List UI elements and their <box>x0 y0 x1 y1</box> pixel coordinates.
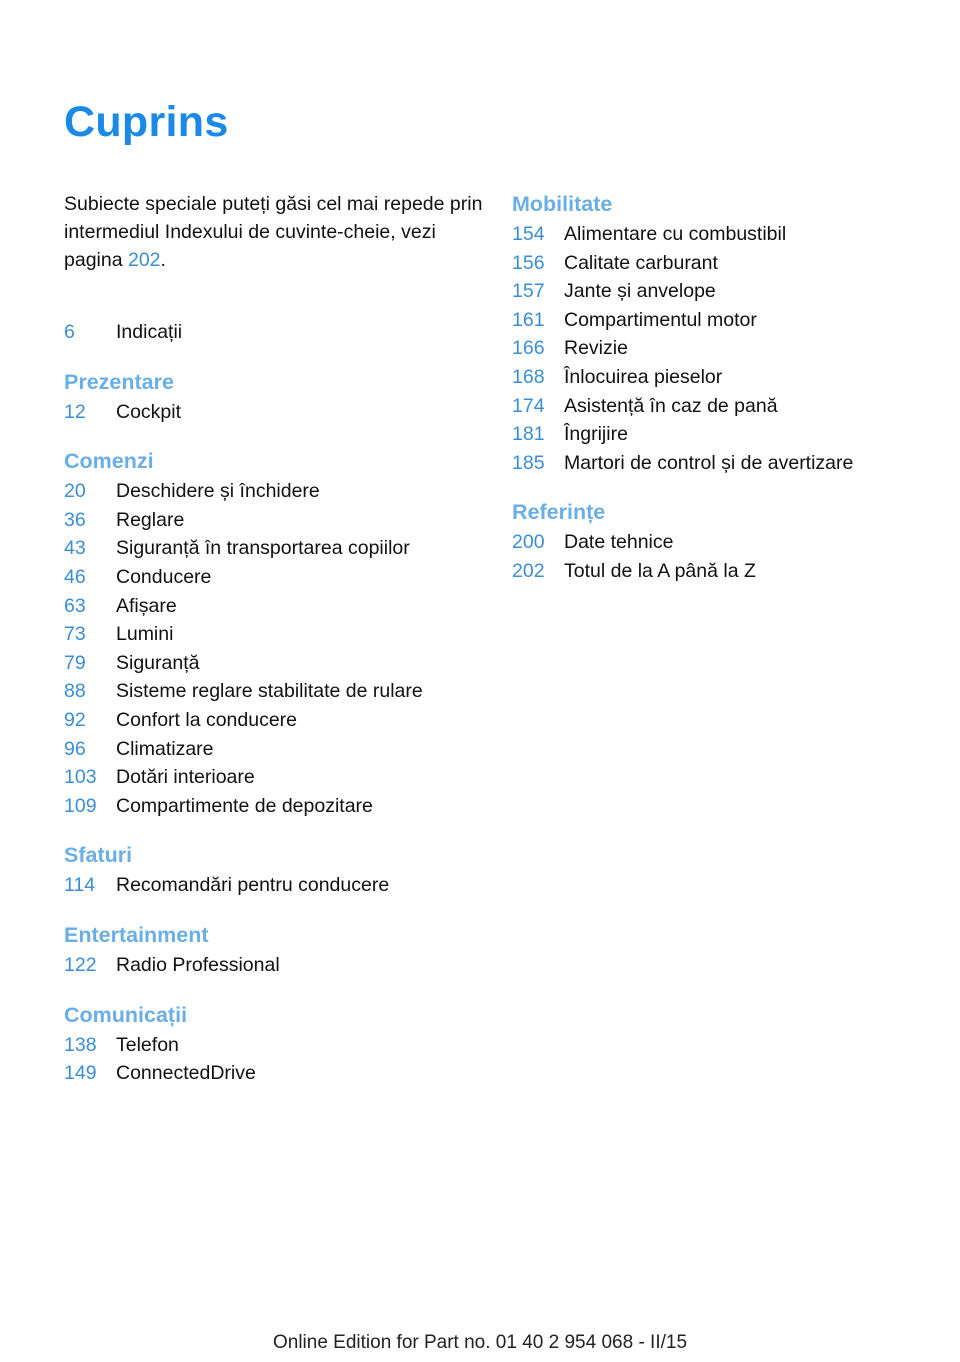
toc-entry[interactable] <box>512 528 932 557</box>
toc-section <box>64 445 484 820</box>
toc-entry[interactable] <box>64 477 484 506</box>
toc-section-standalone <box>64 318 484 347</box>
toc-page-number: 122 <box>64 953 97 976</box>
toc-entry[interactable] <box>64 592 484 621</box>
toc-entry[interactable] <box>512 220 932 249</box>
toc-entry-label: ConnectedDrive <box>116 1062 256 1085</box>
toc-entry[interactable] <box>64 763 484 792</box>
toc-entry-label: Afișare <box>116 594 177 617</box>
toc-section-heading: Comenzi <box>64 449 154 474</box>
toc-entry[interactable] <box>512 249 932 278</box>
toc-entry[interactable] <box>512 306 932 335</box>
toc-entry[interactable] <box>64 506 484 535</box>
intro-text: Subiecte speciale puteți găsi cel mai repede prin intermediul Indexului de cuvinte-cheie, vezi pagina <box>64 193 483 271</box>
toc-entry[interactable] <box>64 318 484 347</box>
toc-page-number: 88 <box>64 680 86 703</box>
toc-entry[interactable] <box>64 1059 484 1088</box>
toc-entry-label: Siguranță <box>116 651 200 674</box>
toc-section-heading: Sfaturi <box>64 843 133 868</box>
toc-entry-label: Înlocuirea pieselor <box>564 365 723 388</box>
toc-entry[interactable] <box>512 392 932 421</box>
toc-entry[interactable] <box>512 363 932 392</box>
toc-entry-label: Asistență în caz de pană <box>564 394 778 417</box>
toc-page-number: 43 <box>64 537 86 560</box>
toc-entry-label: Revizie <box>564 337 628 360</box>
toc-entry-label: Cockpit <box>116 400 182 423</box>
toc-entry[interactable] <box>64 951 484 980</box>
toc-left-column <box>64 318 484 1107</box>
toc-page-number: 202 <box>512 559 545 582</box>
toc-page-number: 103 <box>64 766 97 789</box>
toc-entry[interactable] <box>64 706 484 735</box>
toc-entry-label: Martori de control și de avertizare <box>564 451 854 474</box>
toc-entry[interactable] <box>512 557 932 586</box>
index-page-link[interactable]: 202 <box>127 249 161 271</box>
toc-entry-label: Recomandări pentru conducere <box>116 874 390 897</box>
toc-page-number: 63 <box>64 594 86 617</box>
toc-page-number: 174 <box>512 394 545 417</box>
toc-section <box>64 366 484 427</box>
toc-page-number: 200 <box>512 531 545 554</box>
toc-section-heading: Prezentare <box>64 369 174 394</box>
toc-section-heading: Comunicații <box>64 1002 188 1027</box>
toc-entry-label: Dotări interioare <box>116 766 255 789</box>
toc-entry-label: Radio Professional <box>116 953 280 976</box>
toc-page-number: 46 <box>64 565 86 588</box>
toc-entry-label: Îngrijire <box>564 423 628 446</box>
toc-page-number: 12 <box>64 400 86 423</box>
toc-right-column <box>512 188 932 605</box>
toc-page-number: 6 <box>64 321 75 343</box>
toc-entry[interactable] <box>64 649 484 678</box>
toc-entry[interactable] <box>64 620 484 649</box>
toc-entry[interactable] <box>512 449 932 478</box>
toc-entry-label: Indicații <box>116 321 183 343</box>
toc-entry-label: Confort la conducere <box>116 708 298 731</box>
toc-entry[interactable] <box>512 277 932 306</box>
toc-page-number: 114 <box>64 874 96 897</box>
toc-section <box>512 496 932 585</box>
toc-section-heading: Mobilitate <box>512 192 613 216</box>
toc-page-number: 20 <box>64 480 86 503</box>
toc-page-number: 161 <box>512 308 545 331</box>
toc-entry-label: Calitate carburant <box>564 251 718 274</box>
toc-entry-label: Siguranță în transportarea copiilor <box>116 537 410 560</box>
toc-page-number: 73 <box>64 623 86 646</box>
toc-entry-label: Conducere <box>116 565 212 588</box>
toc-section-heading: Entertainment <box>64 922 209 947</box>
toc-entry-label: Telefon <box>116 1033 179 1056</box>
toc-page-number: 36 <box>64 508 86 531</box>
toc-page-number: 109 <box>64 794 97 817</box>
toc-entry-label: Alimentare cu combustibil <box>564 223 787 245</box>
toc-entry-label: Reglare <box>116 508 185 531</box>
toc-section-heading: Referințe <box>512 500 606 525</box>
toc-entry-label: Date tehnice <box>564 531 674 554</box>
toc-entry-label: Deschidere și închidere <box>116 480 320 503</box>
toc-page-number: 149 <box>64 1062 97 1085</box>
toc-page-number: 96 <box>64 737 86 760</box>
toc-entry-label: Totul de la A până la Z <box>564 559 756 582</box>
toc-entry[interactable] <box>64 563 484 592</box>
toc-section <box>64 919 484 980</box>
toc-page-number: 185 <box>512 451 545 474</box>
toc-page-number: 157 <box>512 280 545 303</box>
toc-page-number: 156 <box>512 251 545 274</box>
toc-entry[interactable] <box>64 871 484 900</box>
toc-page-number: 92 <box>64 708 86 731</box>
toc-entry-label: Compartimentul motor <box>564 308 757 331</box>
footer-text: Online Edition for Part no. 01 40 2 954 068 - II/15 <box>272 1332 688 1353</box>
toc-entry[interactable] <box>512 420 932 449</box>
toc-section <box>512 188 932 477</box>
toc-page-number: 138 <box>64 1033 97 1056</box>
toc-page-number: 168 <box>512 365 545 388</box>
toc-entry[interactable] <box>64 398 484 427</box>
toc-entry[interactable] <box>64 792 484 821</box>
intro-suffix: . <box>160 249 166 271</box>
toc-page-number: 166 <box>512 337 545 360</box>
toc-entry[interactable] <box>64 1031 484 1060</box>
toc-page-number: 154 <box>512 223 545 245</box>
toc-section <box>64 839 484 900</box>
toc-entry-label: Compartimente de depozitare <box>116 794 373 817</box>
toc-entry[interactable] <box>64 534 484 563</box>
toc-entry[interactable] <box>512 334 932 363</box>
toc-entry-label: Jante și anvelope <box>564 280 716 303</box>
footer-edition-note <box>0 1332 960 1354</box>
intro-paragraph <box>64 190 484 274</box>
toc-section <box>64 999 484 1088</box>
toc-entry[interactable] <box>64 677 484 706</box>
toc-entry-label: Lumini <box>116 623 174 646</box>
toc-entry-label: Sisteme reglare stabilitate de rulare <box>116 680 423 703</box>
toc-page-number: 79 <box>64 651 86 674</box>
toc-entry-label: Climatizare <box>116 737 214 760</box>
toc-entry[interactable] <box>64 735 484 764</box>
toc-page-number: 181 <box>512 423 545 446</box>
page-title: Cuprins <box>64 98 229 146</box>
